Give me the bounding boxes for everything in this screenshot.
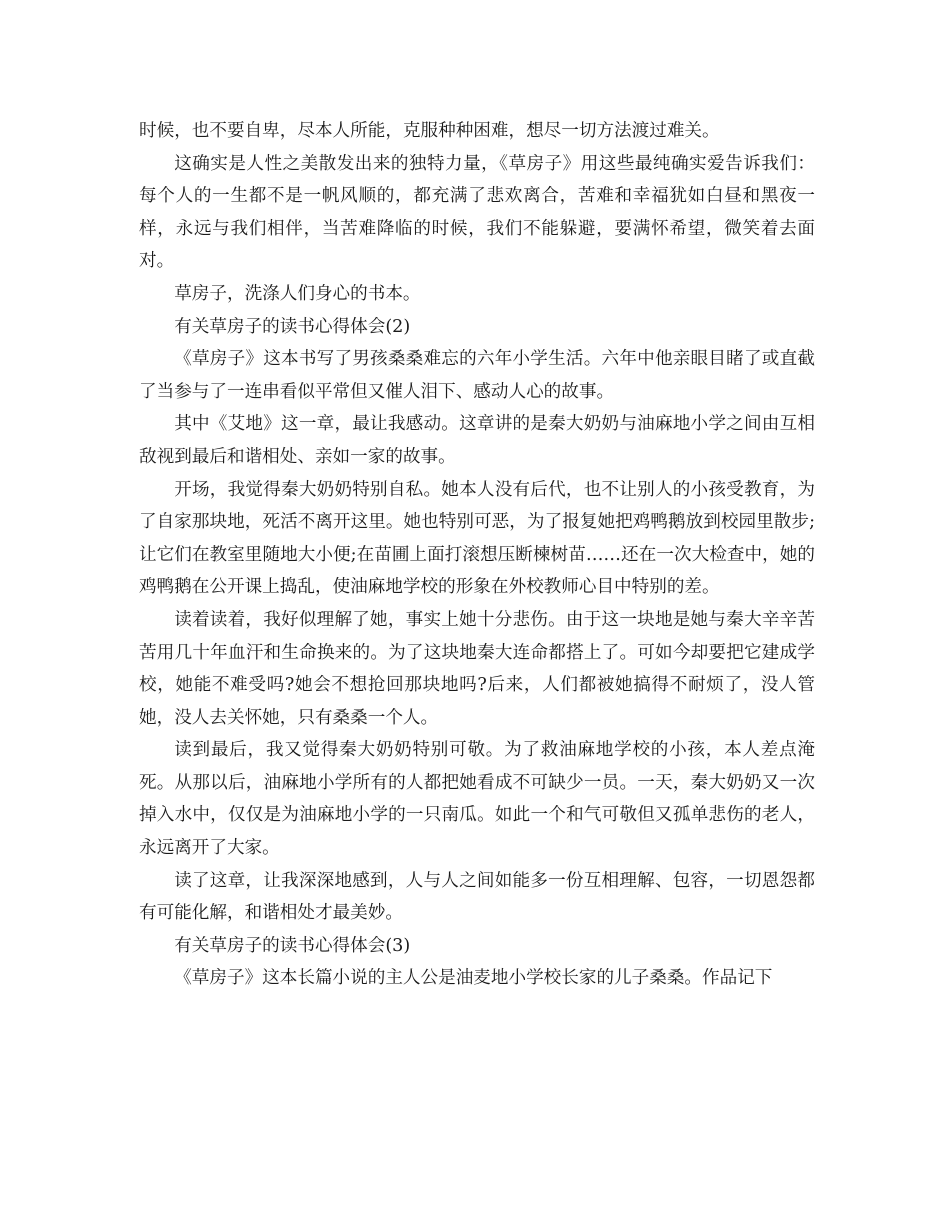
paragraph: 草房子，洗涤人们身心的书本。 [174,283,421,304]
section-heading: 有关草房子的读书心得体会(3) [174,935,411,956]
section-heading: 有关草房子的读书心得体会(2) [174,316,411,337]
paragraph: 开场，我觉得秦大奶奶特别自私。她本人没有后代，也不让别人的小孩受教育，为了自家那块地，死活不离开这里。她也特别可恶，为了报复她把鸡鸭鹅放到校园里散步;让它们在教室里随地大小便;在苗圃上面打滚想压断楝树苗……还在一次大检查中，她的鸡鸭鹅在公开课上捣乱，使油麻地学校的形象在外校教师心目中特别的差。 [139,479,815,598]
paragraph: 这确实是人性之美散发出来的独特力量，《草房子》用这些最纯确实爱告诉我们：每个人的一生都不是一帆风顺的，都充满了悲欢离合，苦难和幸福犹如白昼和黑夜一样，永远与我们相伴，当苦难降临的时候，我们不能躲避，要满怀希望，微笑着去面对。 [139,153,815,272]
paragraph: 读了这章，让我深深地感到，人与人之间如能多一份互相理解、包容，一切恩怨都有可能化解，和谐相处才最美妙。 [139,870,815,924]
paragraph-continued: 时候，也不要自卑，尽本人所能，克服种种困难，想尽一切方法渡过难关。 [139,121,720,141]
paragraph: 读着读着，我好似理解了她，事实上她十分悲伤。由于这一块地是她与秦大辛辛苦苦用几十年血汗和生命换来的。为了这块地秦大连命都搭上了。可如今却要把它建成学校，她能不难受吗?她会不想抢回那块地吗?后来，人们都被她搞得不耐烦了，没人管她，没人去关怀她，只有桑桑一个人。 [139,609,815,728]
paragraph: 读到最后，我又觉得秦大奶奶特别可敬。为了救油麻地学校的小孩，本人差点淹死。从那以后，油麻地小学所有的人都把她看成不可缺少一员。一天，秦大奶奶又一次掉入水中，仅仅是为油麻地小学的一只南瓜。如此一个和气可敬但又孤单悲伤的老人，永远离开了大家。 [139,740,815,859]
document-body [139,115,815,995]
paragraph: 《草房子》这本书写了男孩桑桑难忘的六年小学生活。六年中他亲眼目睹了或直截了当参与了一连串看似平常但又催人泪下、感动人心的故事。 [139,349,815,402]
paragraph: 其中《艾地》这一章，最让我感动。这章讲的是秦大奶奶与油麻地小学之间由互相敌视到最后和谐相处、亲如一家的故事。 [139,414,815,467]
paragraph: 《草房子》这本长篇小说的主人公是油麦地小学校长家的儿子桑桑。作品记下 [174,968,773,989]
